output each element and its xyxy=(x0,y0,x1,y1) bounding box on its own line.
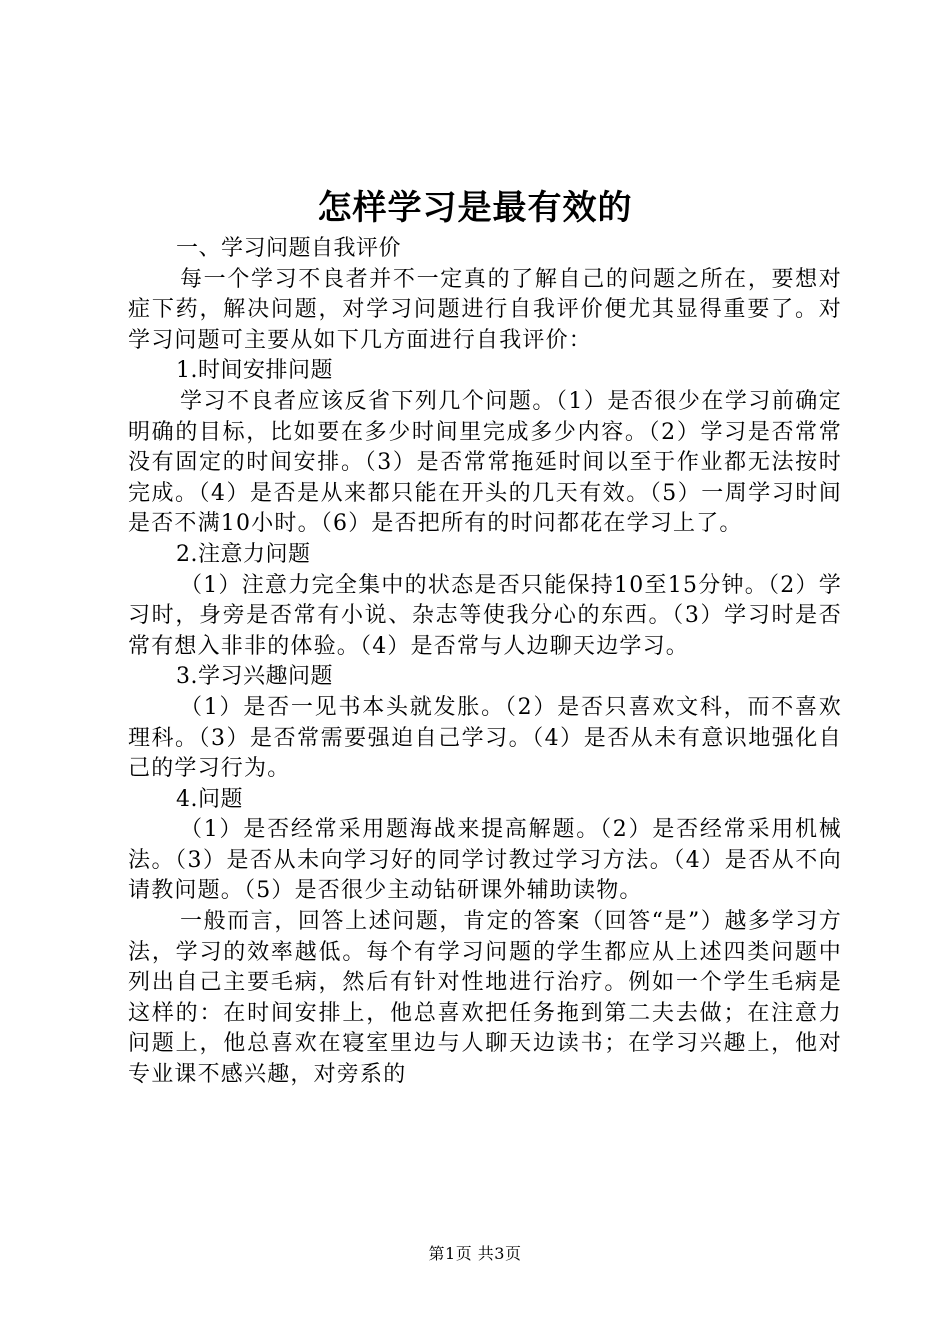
body-paragraph: （1）注意力完全集中的状态是否只能保持10至15分钟。（2）学习时，身旁是否常有小说、杂志等使我分心的东西。（3）学习时是否常有想入非非的体验。（4）是否常与人边聊天边学习。 xyxy=(128,572,842,659)
document-body xyxy=(128,234,842,1091)
body-paragraph: 学习不良者应该反省下列几个问题。（1）是否很少在学习前确定明确的目标，比如要在多少时间里完成多少内容。（2）学习是否常常没有固定的时间安排。（3）是否常常拖延时间以至于作业都无法按时完成。（4）是否是从来都只能在开头的几天有效。（5）一周学习时间是否不满10小时。（6）是否把所有的时问都花在学习上了。 xyxy=(128,388,842,537)
body-paragraph: 每一个学习不良者并不一定真的了解自己的问题之所在，要想对症下药，解决问题，对学习问题进行自我评价便尤其显得重要了。对学习问题可主要从如下几方面进行自我评价： xyxy=(128,266,842,353)
subsection-heading: 4.问题 xyxy=(176,786,243,812)
body-paragraph: （1）是否一见书本头就发胀。（2）是否只喜欢文科，而不喜欢理科。（3）是否常需要强迫自己学习。（4）是否从未有意识地强化自己的学习行为。 xyxy=(128,694,842,782)
subsection-heading: 3.学习兴趣问题 xyxy=(176,664,333,690)
subsection-heading: 1.时间安排问题 xyxy=(176,358,333,384)
document-title: 怎样学习是最有效的 xyxy=(317,188,633,228)
body-paragraph: 一般而言，回答上述问题，肯定的答案（回答“是”）越多学习方法，学习的效率越低。每个有学习问题的学生都应从上述四类问题中列出自己主要毛病，然后有针对性地进行治疗。例如一个学生毛病是这样的：在时间安排上，他总喜欢把任务拖到第二夫去做；在注意力问题上，他总喜欢在寝室里边与人聊天边读书；在学习兴趣上，他对专业课不感兴趣，对旁系的 xyxy=(128,909,842,1088)
subsection-heading: 2.注意力问题 xyxy=(176,541,311,567)
body-paragraph: （1）是否经常采用题海战来提高解题。（2）是否经常采用机械法。（3）是否从未向学习好的同学讨教过学习方法。（4）是否从不向请教问题。（5）是否很少主动钻研课外辅助读物。 xyxy=(128,817,842,904)
page-footer: 第1页 共3页 xyxy=(428,1244,522,1263)
section-heading: 一、学习问题自我评价 xyxy=(176,236,402,261)
